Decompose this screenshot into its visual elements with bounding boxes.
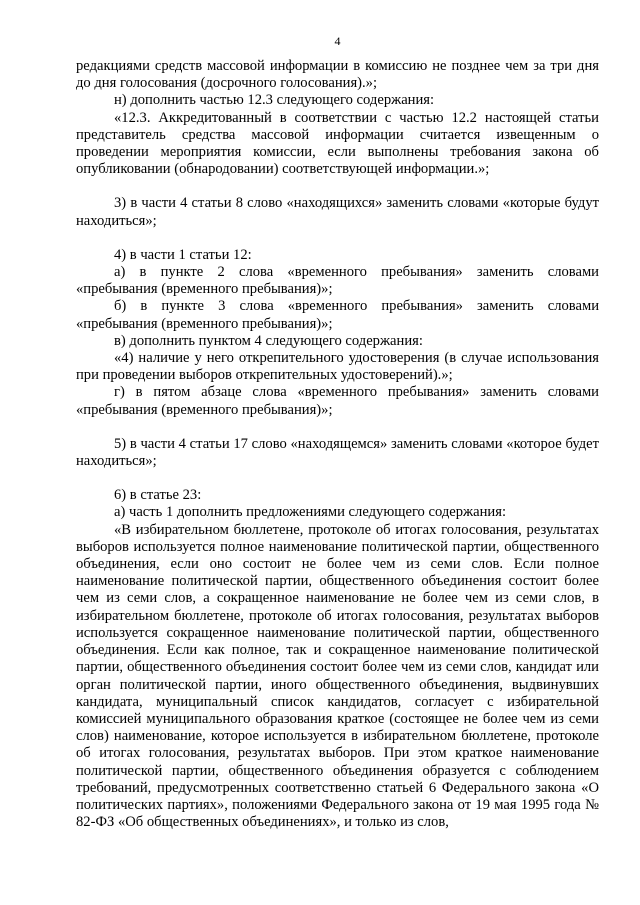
paragraph-subitem-a: а) в пункте 2 слова «временного пребывания» заменить словами «пребывания (временного пребывания)»; (76, 264, 599, 298)
paragraph-continuation: редакциями средств массовой информации в комиссию не позднее чем за три дня до дня голосования (досрочного голосования).»; (76, 58, 599, 92)
paragraph-gap (76, 419, 599, 436)
page-number: 4 (334, 34, 341, 48)
paragraph-item-4: 4) в части 1 статьи 12: (114, 246, 252, 263)
paragraph-item-5: 5) в части 4 статьи 17 слово «находящемся» заменить словами «которое будет находиться»; (76, 435, 599, 470)
paragraph-part-12-3: «12.3. Аккредитованный в соответствии с частью 12.2 настоящей статьи представитель средства массовой информации считается извещенным о проведении мероприятия комиссии, если выполнены требования закона об опубликовании (обнародовании) соответствующей информации.»; (76, 109, 599, 178)
paragraph-point-4: «4) наличие у него открепительного удостоверения (в случае использования при проведении выборов открепительных удостоверений).»; (76, 350, 599, 384)
paragraph-subitem-v: в) дополнить пунктом 4 следующего содержания: (114, 332, 423, 349)
paragraph-item-3: 3) в части 4 статьи 8 слово «находящихся» заменить словами «которые будут находиться»; (76, 195, 599, 229)
paragraph-item-n: н) дополнить частью 12.3 следующего содержания: (114, 92, 435, 109)
paragraph-gap (76, 178, 599, 195)
paragraph-gap (76, 230, 599, 247)
paragraph-gap (76, 470, 599, 487)
paragraph-item-6: 6) в статье 23: (114, 487, 202, 504)
paragraph-subitem-a: а) часть 1 дополнить предложениями следующего содержания: (114, 504, 507, 521)
paragraph-subitem-b: б) в пункте 3 слова «временного пребывания» заменить словами «пребывания (временного пребывания)»; (76, 298, 599, 332)
paragraph-insert-text: «В избирательном бюллетене, протоколе об итогах голосования, результатах выборов используется полное наименование политической партии, общественного объединения, если оно состоит не более чем из семи слов. Если полное наименование политической партии, общественного объединения состоит более чем из семи слов, а сокращенное наименование не более чем из семи слов, в избирательном бюллетене, протоколе об итогах голосования, результатах выборов используется сокращенное наименование политической партии, общественного объединения. Если как полное, так и сокращенное наименование политической партии, общественного объединения состоит более чем из семи слов, кандидат или орган политической партии, иного общественного объединения, выдвинувших кандидата, муниципальный список кандидатов, согласует с избирательной комиссией муниципального образования краткое (состоящее не более чем из семи слов) наименование, которое используется в избирательном бюллетене, протоколе об итогах голосования, результатах выборов. При этом краткое наименование политической партии, общественного объединения образуется с соблюдением требований, предусмотренных соответственно статьей 6 Федерального закона «О политических партиях», положениями Федерального закона от 19 мая 1995 года № 82-ФЗ «Об общественных объединениях», и только из слов, (76, 521, 599, 831)
paragraph-subitem-g: г) в пятом абзаце слова «временного пребывания» заменить словами «пребывания (временного пребывания)»; (76, 384, 599, 418)
